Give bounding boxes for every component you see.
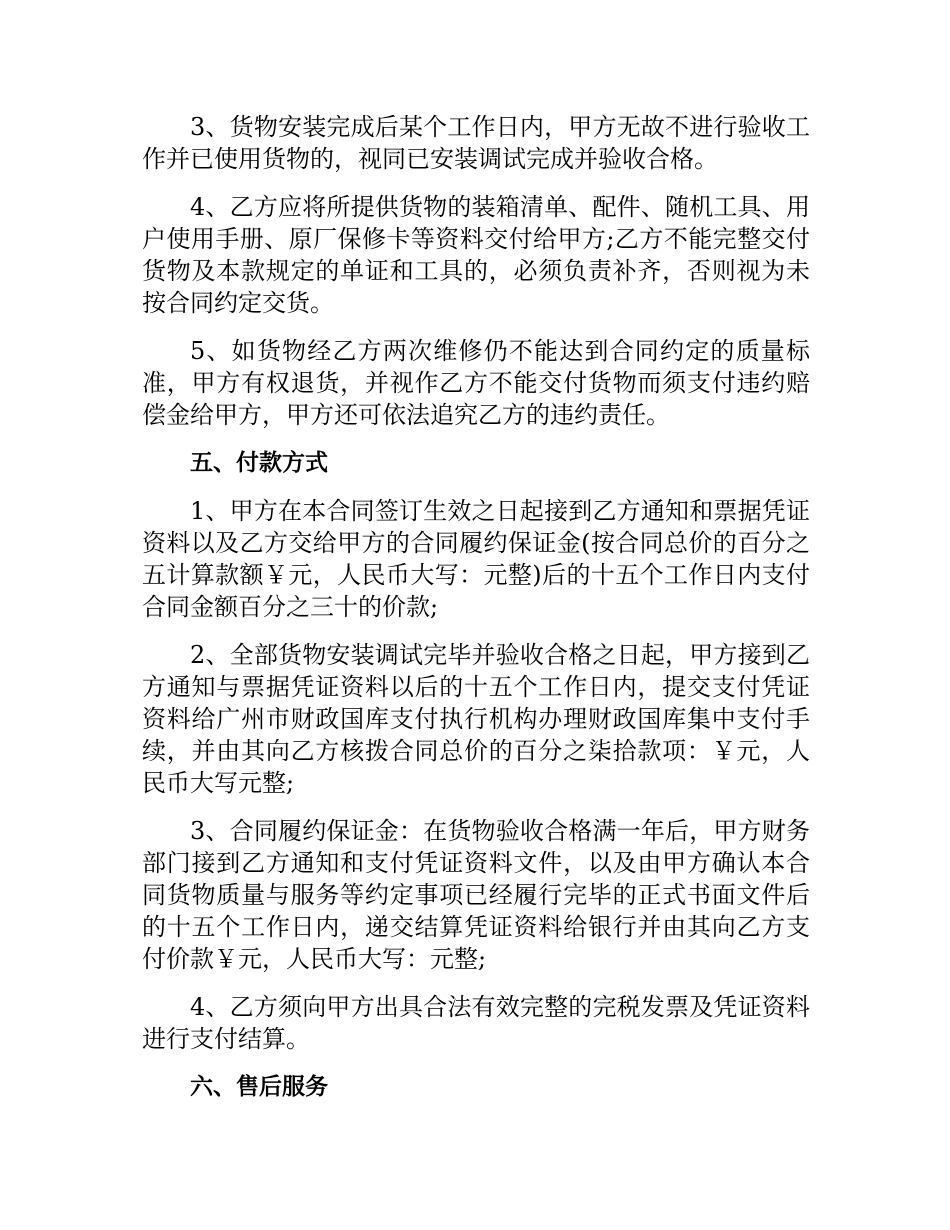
- clause-4-4: 4、乙方应将所提供货物的装箱清单、配件、随机工具、用户使用手册、原厂保修卡等资料交付给甲方;乙方不能完整交付货物及本款规定的单证和工具的，必须负责补齐，否则视为未按合同约定交货。: [142, 193, 810, 317]
- document-page: [142, 111, 810, 1119]
- clause-4-5: 5、如货物经乙方两次维修仍不能达到合同约定的质量标准，甲方有权退货，并视作乙方不能交付货物而须支付违约赔偿金给甲方，甲方还可依法追究乙方的违约责任。: [142, 337, 810, 429]
- clause-5-3: 3、合同履约保证金：在货物验收合格满一年后，甲方财务部门接到乙方通知和支付凭证资料文件，以及由甲方确认本合同货物质量与服务等约定事项已经履行完毕的正式书面文件后的十五个工作日内，递交结算凭证资料给银行并由其向乙方支付价款￥元，人民币大写：元整;: [142, 817, 810, 973]
- clause-5-4: 4、乙方须向甲方出具合法有效完整的完税发票及凭证资料进行支付结算。: [142, 993, 810, 1053]
- clause-4-3: 3、货物安装完成后某个工作日内，甲方无故不进行验收工作并已使用货物的，视同已安装调试完成并验收合格。: [142, 113, 810, 173]
- clause-5-1: 1、甲方在本合同签订生效之日起接到乙方通知和票据凭证资料以及乙方交给甲方的合同履约保证金(按合同总价的百分之五计算款额￥元，人民币大写：元整)后的十五个工作日内支付合同金额百分之三十的价款;: [142, 497, 810, 621]
- section-heading-payment: 五、付款方式: [190, 450, 328, 476]
- clause-5-2: 2、全部货物安装调试完毕并验收合格之日起，甲方接到乙方通知与票据凭证资料以后的十五个工作日内，提交支付凭证资料给广州市财政国库支付执行机构办理财政国库集中支付手续，并由其向乙方核拨合同总价的百分之柒拾款项：￥元，人民币大写元整;: [142, 641, 810, 797]
- section-heading-after-sales: 六、售后服务: [190, 1074, 328, 1100]
